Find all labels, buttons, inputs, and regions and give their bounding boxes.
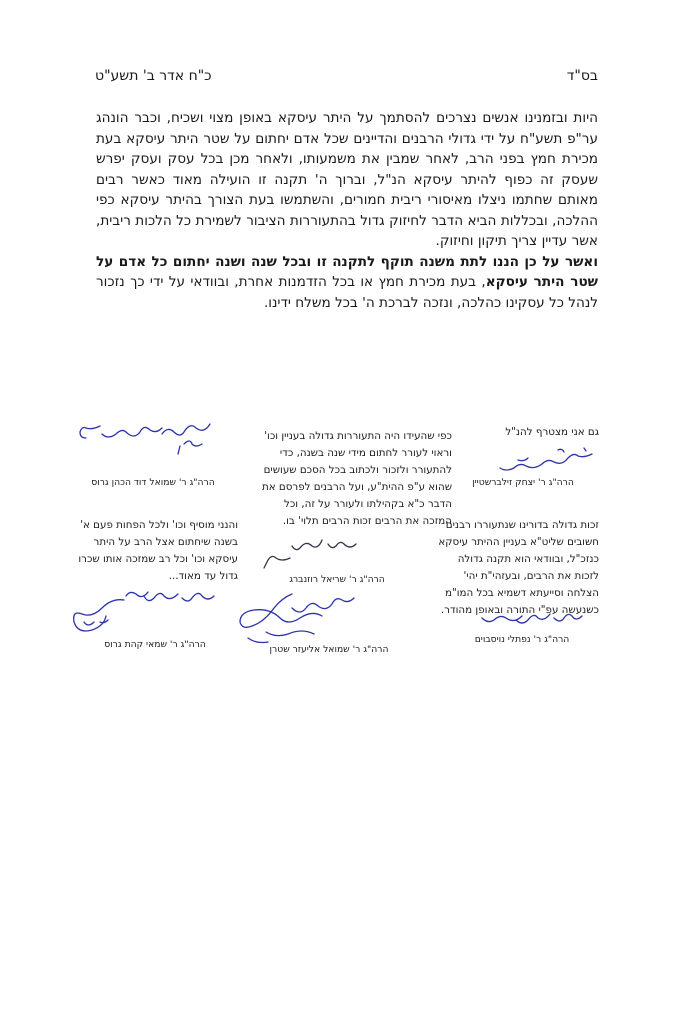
caption-gross-shamai: הרה"ג ר' שמאי קהת גרוס — [104, 639, 206, 650]
header-bsd: בס"ד — [566, 68, 598, 84]
endorsement-zilberstein-text: גם אני מצטרף להנ"ל — [505, 426, 599, 438]
signature-noisboim-text: נפתלי נויסבויים — [503, 620, 549, 628]
signature-rosenberg-text: שריאל רוזנברג — [289, 558, 333, 566]
caption-rosenberg: הרה"ג ר' שריאל רוזנברג — [289, 574, 385, 585]
signature-zilberstein-text: יצחק זילברשטיין — [519, 460, 567, 468]
signature-gross-shmuel-david-text: שמואל דוד הכהן גרוס — [112, 442, 178, 450]
paragraph-1: היות ובזמנינו אנשים נצרכים להסתמך על היתר עיסקא באופן מצוי ושכיח, וכבר הונהג ער"פ תשע"ח על ידי גדולי הרבנים והדיינים שכל אדם יחתום על שטר היתר עיסקא בעת מכירת חמץ בפני הרב, לאחר שמבין את משמעותו, ולאחר מכן בכל עסק ועסק יפרש שעסק זה כפוף להיתר עיסקא הנ"ל, וברוך ה' תקנה זו הועילה מאוד כאשר רבים מאותם שחתמו ניצלו מאיסורי ריבית חמורים, והשתמשו בעת הצורך בהיתר עיסקא כפי ההלכה, ובכללות הביא הדבר לחיזוק גדול בהתעוררות הציבור לשמירת כל הלכות ריבית, אשר עדיין צריך תיקון וחיזוק. — [96, 110, 598, 249]
signature-shtern — [236, 588, 366, 650]
paragraph-2 — [96, 252, 598, 314]
signature-noisboim — [466, 610, 586, 632]
paragraph-2-rest: , בעת מכירת חמץ או בכל הזדמנות אחרת, ובוודאי על ידי כך נזכור לנהל כל עסקינו כהלכה, ונזכה לברכת ה' בכל משלח ידינו. — [96, 274, 598, 311]
signature-gross-shmuel-david — [70, 418, 220, 458]
paragraph-2-bold: ואשר על כן הננו לתת משנה תוקף לתקנה זו ובכל שנה ושנה יחתום כל אדם על שטר היתר עיסקא — [96, 253, 598, 290]
endorsement-center-text: כפי שהעידו היה התעוררות גדולה בעניין וכו' וראוי לעורר לחתום מידי שנה בשנה, כדי להתעורר ולזכור ולכתוב בכל הסכם שעושים שהוא ע"פ ההית"ע, ועל הרבנים לפרסם את הדבר כ"א בקהילתו ולעורר על זה, וכל המזכה את הרבים זכות הרבים תלוי' בו. — [261, 430, 452, 527]
signature-gross-shamai — [64, 586, 224, 636]
signature-shtern-text: שמואל אליעזר שטרן — [270, 638, 332, 646]
caption-shtern: הרה"ג ר' שמואל אליעזר שטרן — [269, 644, 389, 655]
header-date: כ"ח אדר ב' תשע"ט — [95, 68, 212, 84]
main-text — [96, 108, 598, 313]
signature-rosenberg — [256, 536, 366, 572]
caption-noisboim: הרה"ג ר' נפתלי נויסבוים — [474, 634, 570, 645]
signature-zilberstein — [488, 444, 598, 474]
signature-gross-shamai-text: שמאי קהת גרוס — [120, 624, 168, 632]
endorsement-noisboim-text: זכות גדולה בדורינו שנתעוררו רבנים חשובים שליט"א בעניין ההיתר עיסקא כנזכ"ל, ובוודאי הוא תקנה גדולה לזכות את הרבים, ובעזהי"ת יהי' הצלחה וסייעתא דשמיא בכל המו"מ כשנעשה עפ"י התורה ובאופן מהודר. — [438, 519, 599, 616]
endorsement-gross-shamai-text: והנני מוסיף וכו' ולכל הפחות פעם א' בשנה שיחתום אצל הרב על היתר עיסקא וכו' וכל רב שמזכה אותו שכרו גדול עד מאוד... — [78, 519, 238, 582]
caption-gross-shmuel-david: הרה"ג ר' שמואל דוד הכהן גרוס — [91, 477, 215, 488]
caption-zilberstein: הרה"ג ר' יצחק זילברשטיין — [472, 477, 574, 488]
